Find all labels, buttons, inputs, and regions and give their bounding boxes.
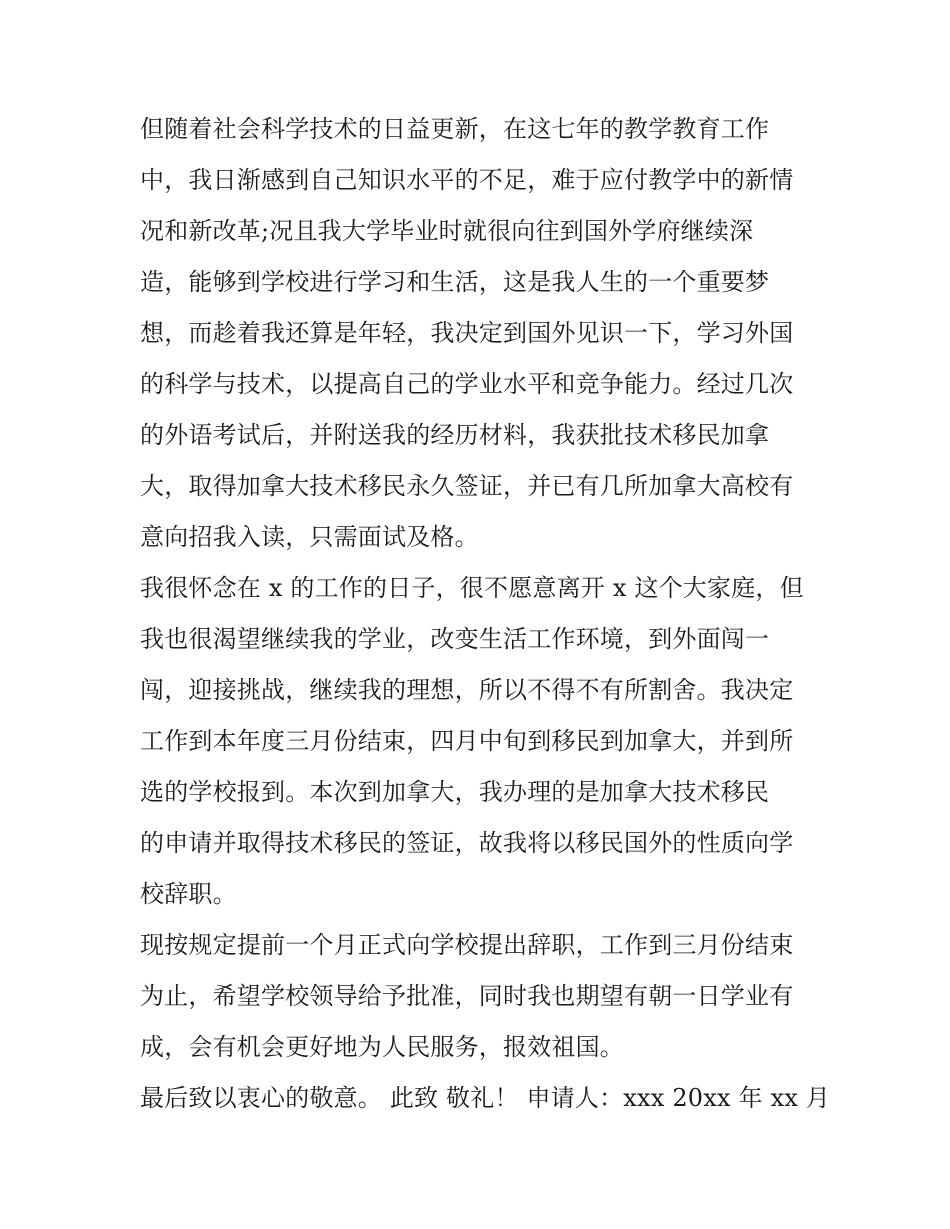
text-line: 但随着社会科学技术的日益更新，在这七年的教学教育工作 [140,115,770,143]
letter-body [140,104,831,1124]
text-line: 现按规定提前一个月正式向学校提出辞职，工作到三月份结束 [140,931,794,959]
text-line: 我也很渴望继续我的学业，改变生活工作环境，到外面闯一 [140,625,770,653]
text-line: 中，我日渐感到自己知识水平的不足，难于应付教学中的新情 [140,166,794,194]
text-line: 的外语考试后，并附送我的经历材料，我获批技术移民加拿 [140,421,770,449]
text-line: 为止，希望学校领导给予批准，同时我也期望有朝一日学业有 [140,982,794,1010]
text-line: 想，而趁着我还算是年轻，我决定到国外见识一下，学习外国 [140,319,794,347]
text-line: 闯，迎接挑战，继续我的理想，所以不得不有所割舍。我决定 [140,676,794,704]
text-line: 况和新改革;况且我大学毕业时就很向往到国外学府继续深 [140,217,754,245]
text-line: 工作到本年度三月份结束，四月中旬到移民到加拿大，并到所 [140,727,794,755]
text-line: 的申请并取得技术移民的签证，故我将以移民国外的性质向学 [140,829,794,857]
text-line: 校辞职。 [140,880,237,908]
text-line: 意向招我入读，只需面试及格。 [140,523,479,551]
text-line: 造，能够到学校进行学习和生活，这是我人生的一个重要梦 [140,268,770,296]
text-line: 选的学校报到。本次到加拿大，我办理的是加拿大技术移民 [140,778,770,806]
text-line: 我很怀念在 x 的工作的日子，很不愿意离开 x 这个大家庭，但 [140,574,804,602]
closing-line: 最后致以衷心的敬意。 此致 敬礼！ 申请人：xxx 20xx 年 xx 月 [140,1084,831,1112]
text-line: 的科学与技术，以提高自己的学业水平和竞争能力。经过几次 [140,370,794,398]
text-line: 大，取得加拿大技术移民永久签证，并已有几所加拿大高校有 [140,472,794,500]
text-line: 成，会有机会更好地为人民服务，报效祖国。 [140,1033,624,1061]
